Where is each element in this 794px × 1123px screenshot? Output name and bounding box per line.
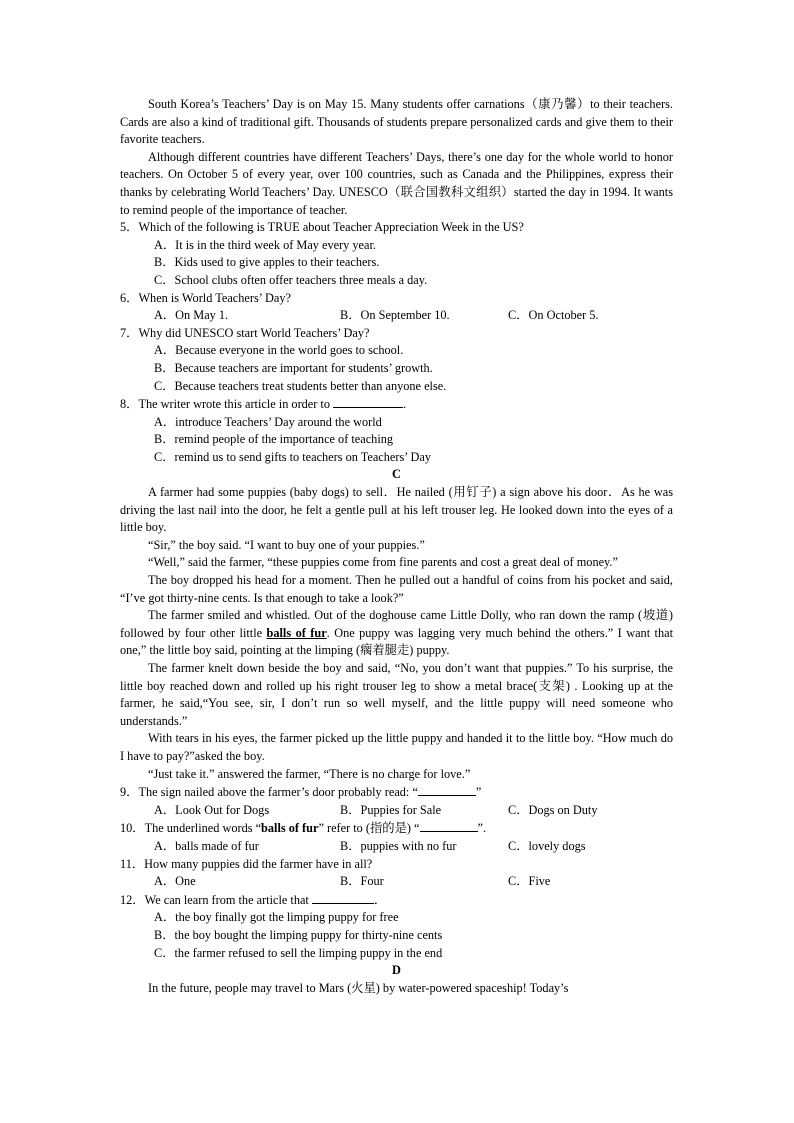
question-7: 7．Why did UNESCO start World Teachers’ Day? bbox=[120, 325, 370, 340]
section-heading-c: C bbox=[392, 467, 401, 482]
option-10a: A．balls made of fur bbox=[154, 838, 259, 853]
paragraph: The boy dropped his head for a moment. Then he pulled out a handful of coins from his pocket and said, “I’ve got thirty-nine cents. Is that enough to take a look?” bbox=[120, 573, 673, 605]
options-11 bbox=[120, 873, 673, 891]
paragraph: A farmer had some puppies (baby dogs) to sell．He nailed (用钉子) a sign above his door．As he was driving the last nail into the door, he felt a gentle pull at his left trouser leg. He looked down into the eyes of a little boy. bbox=[120, 485, 673, 535]
option-8a: A．introduce Teachers’ Day around the world bbox=[154, 414, 382, 429]
paragraph: In the future, people may travel to Mars (火星) by water-powered spaceship! Today’s bbox=[148, 980, 569, 995]
answer-blank bbox=[420, 819, 478, 832]
paragraph: “Well,” said the farmer, “these puppies come from fine parents and cost a great deal of money.” bbox=[148, 555, 618, 570]
options-9 bbox=[120, 802, 673, 820]
question-10-mid: ” refer to (指的是) “ bbox=[318, 821, 420, 836]
bold-phrase: balls of fur bbox=[261, 821, 319, 836]
answer-blank bbox=[333, 395, 403, 408]
paragraph: With tears in his eyes, the farmer picked up the little puppy and handed it to the little boy. “How much do I have to pay?”asked the boy. bbox=[120, 731, 673, 763]
options-10 bbox=[120, 838, 673, 856]
option-11c: C．Five bbox=[508, 874, 551, 889]
question-11: 11．How many puppies did the farmer have in all? bbox=[120, 856, 373, 871]
paragraph bbox=[120, 607, 673, 660]
question-12-end: ． bbox=[373, 892, 387, 907]
option-8b: B．remind people of the importance of teaching bbox=[154, 432, 394, 447]
question-5: 5．Which of the following is TRUE about Teacher Appreciation Week in the US? bbox=[120, 220, 524, 235]
option-12b: B．the boy bought the limping puppy for thirty-nine cents bbox=[154, 927, 443, 942]
option-5b: B．Kids used to give apples to their teachers. bbox=[154, 255, 380, 270]
question-6: 6．When is World Teachers’ Day? bbox=[120, 290, 291, 305]
options-6 bbox=[120, 307, 673, 325]
option-6c: C．On October 5. bbox=[508, 308, 599, 323]
paragraph: “Sir,” the boy said. “I want to buy one of your puppies.” bbox=[148, 537, 425, 552]
option-10c: C．lovely dogs bbox=[508, 838, 586, 853]
question-8-end: . bbox=[403, 397, 407, 412]
option-10b: B．puppies with no fur bbox=[340, 838, 457, 853]
answer-blank bbox=[312, 891, 374, 904]
question-12 bbox=[120, 891, 673, 910]
question-12-stem: 12．We can learn from the article that bbox=[120, 892, 309, 907]
paragraph-text: The farmer smiled and whistled. Out of the doghouse came Little Dolly, who ran down the ramp (坡道) followed by four other little bbox=[120, 608, 673, 640]
question-8 bbox=[120, 395, 673, 414]
paragraph-text: . One puppy was lagging very much behind the others.” I want that one,” the little boy said, pointing at the limping (瘸着腿走) puppy. bbox=[120, 625, 673, 658]
option-9b: B．Puppies for Sale bbox=[340, 802, 442, 817]
paragraph: “Just take it.” answered the farmer, “There is no charge for love.” bbox=[148, 766, 471, 781]
option-8c: C．remind us to send gifts to teachers on Teachers’ Day bbox=[154, 449, 431, 464]
question-10-end: ”. bbox=[477, 821, 487, 836]
option-12c: C．the farmer refused to sell the limping puppy in the end bbox=[154, 945, 443, 960]
option-6b: B．On September 10. bbox=[340, 308, 450, 323]
option-11b: B．Four bbox=[340, 874, 384, 889]
paragraph: Although different countries have different Teachers’ Days, there’s one day for the whole world to honor teachers. On October 5 of every year, over 100 countries, such as Canada and the Philippines, express their thanks by celebrating World Teachers’ Day. UNESCO（联合国教科文组织）started the day in 1994. It wants to remind people of the importance of teacher. bbox=[120, 149, 673, 217]
option-5c: C．School clubs often offer teachers three meals a day. bbox=[154, 272, 428, 287]
option-11a: A．One bbox=[154, 874, 196, 889]
question-9-stem: 9．The sign nailed above the farmer’s door probably read: “ bbox=[120, 785, 418, 800]
question-8-stem: 8．The writer wrote this article in order to bbox=[120, 397, 331, 412]
underlined-phrase: balls of fur bbox=[266, 625, 327, 640]
option-12a: A．the boy finally got the limping puppy for free bbox=[154, 910, 399, 925]
question-9-end: ” bbox=[475, 785, 482, 800]
paragraph: The farmer knelt down beside the boy and said, “No, you don’t want that puppies.” To his surprise, the little boy reached down and rolled up his right trouser leg to show a metal brace(支架) . Looking up at the farmer, he said,“You see, sir, I don’t run so well myself, and the little puppy will need someone who understands.” bbox=[120, 661, 673, 728]
option-5a: A．It is in the third week of May every year. bbox=[154, 237, 376, 252]
question-10 bbox=[120, 819, 673, 838]
question-9 bbox=[120, 783, 673, 802]
option-7a: A．Because everyone in the world goes to school. bbox=[154, 343, 404, 358]
option-9a: A．Look Out for Dogs bbox=[154, 802, 270, 817]
option-6a: A．On May 1. bbox=[154, 308, 229, 323]
exam-page bbox=[120, 96, 673, 997]
paragraph: South Korea’s Teachers’ Day is on May 15. Many students offer carnations（康乃馨）to their teachers. Cards are also a kind of traditional gift. Thousands of students prepare personalized cards and give them to their favorite teachers. bbox=[120, 97, 673, 147]
section-heading-d: D bbox=[392, 963, 401, 978]
question-10-stem: 10．The underlined words “ bbox=[120, 821, 262, 836]
option-7c: C．Because teachers treat students better than anyone else. bbox=[154, 378, 447, 393]
answer-blank bbox=[418, 783, 476, 796]
option-9c: C．Dogs on Duty bbox=[508, 802, 598, 817]
option-7b: B．Because teachers are important for students’ growth. bbox=[154, 360, 433, 375]
